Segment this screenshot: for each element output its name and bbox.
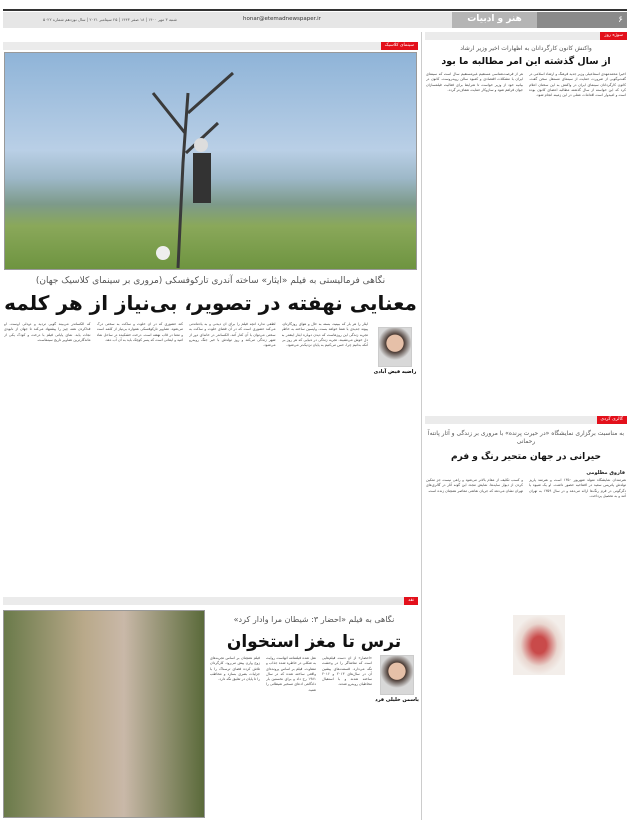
gallery-artwork: [513, 615, 565, 675]
article-column: کند حضوری که در آن خلوت و ساکت به سختی درک می‌شود. تصاویر تارکوفسکی همواره بی‌نیاز از کلمه است و معنا در قاب نهفته است. درخت خشکیده در ساحل نماد امید و ایمانی است که پسر کوچک باید به آن آب دهد.: [96, 322, 183, 342]
news-body: [426, 72, 626, 407]
article-column: اخیرا محمدمهدی اسماعیلی وزیر جدید فرهنگ و ارشاد اسلامی در گفت‌وگویی از ضرورت حمایت از سینمای مستقل سخن گفت. کانون کارگردانان سینمای ایران در واکنش به این سخنان اعلام کرد که این خواسته از سال گذشته مطالبه اعضای کانون بوده است و امیدوار است اقدامات عملی در این زمینه انجام شود.: [529, 72, 626, 98]
article-column: و کسب تکلیف از مقام بالاتر می‌شود و راهی نیست جز تمکین کردن از دیوار سایه‌ها. نمایش مجدد این گونه آثار در گالری‌های تهران نشان می‌دهد که جریان نقاشی معاصر همچنان زنده است.: [426, 478, 523, 493]
critique-author-box: [375, 655, 419, 703]
article-column: که الکساندر می‌بیند گویی تردید و دودلی اوست. او فداکردن همه چیز را پیشنهاد می‌کند تا جهان از نابودی نجات یابد. نمای پایانی فیلم با درخت و کودک یکی از ماندگارترین تصاویر تاریخ سینماست.: [4, 322, 91, 342]
cinema-headline: معنایی نهفته در تصویر، بی‌نیاز از هر کلمه: [4, 291, 417, 315]
cinema-tag: سینمای کلاسیک: [381, 42, 418, 50]
dateline: شنبه ۳ مهر ۱۴۰۰ | ۱۸ صفر ۱۴۴۳ | ۲۵ سپتامبر ۲۰۲۱ | سال نوزدهم شماره ۵۰۲۲: [43, 17, 177, 22]
tree-figure-illustration: [3, 53, 416, 271]
gallery-tag: گالری گردی: [597, 416, 627, 424]
critique-label-bar: [3, 597, 418, 605]
gallery-author: فاروق مظلومی: [586, 470, 625, 476]
article-column: لطفی ندارد آنچه فیلم را برای آن دیدنی و به یادماندنی می‌کند حضوری است که در آن فضای خلوت و ساکت به سختی می‌توان با آن کنار آمد. الکساندر در خانه‌ای دور از شهر زندگی می‌کند و روز تولدش با خبر جنگ روبه‌رو می‌شود.: [189, 322, 276, 348]
cinema-author-box: [372, 327, 418, 375]
author-name: یاسمن خلیلی فرد: [375, 697, 419, 703]
critique-body: [210, 656, 372, 816]
article-column: فیلم همچنان بر اساس تجربه‌های زوج وارن پیش می‌رود. کارگردان تلاش کرده فضای ترسناک را با جزئیات بصری بسازد و مخاطب را تا پایان در تعلیق نگه دارد.: [210, 656, 260, 682]
gallery-kicker: به مناسبت برگزاری نمایشگاه «در حیرت پرنده» با مروری بر زندگی و آثار پانته‌آ رحمانی: [427, 430, 625, 445]
column-divider: [421, 32, 422, 820]
article-column: «احضار» از آن دست فیلم‌هایی است که تماشاگر را در وحشت نگه می‌دارد. قسمت‌های پیشین آن در سال‌های ۲۰۱۳ و ۲۰۱۶ ساخته شدند و با استقبال مخاطبان روبه‌رو شدند.: [322, 656, 372, 687]
page-header: [3, 12, 627, 28]
news-label-bar: [425, 32, 627, 40]
article-column: ایثار را هر بار که ببینید، بسته به حال و هوای روزگارتان، پیوند جدیدی با شما خواهد بست. واپسین ساخته به خاطر تجربه زندگی این روزهاست که دیدن دوباره ایثار اینقدر به دل خوش می‌نشیند. تجربه زندگی در دنیایی که هر روز بی آنکه بدانیم چرا، حس می‌کنیم به پایان نزدیک‌تر می‌شود.: [281, 322, 368, 348]
critique-photo: [3, 610, 205, 818]
news-kicker: واکنش کانون کارگردانان به اظهارات اخیر وزیر ارشاد: [460, 45, 592, 52]
cinema-photo: [4, 52, 417, 270]
article-column: نقل شده فیلمنامه آنهاست روایت به شکلی در خاطره شده جذاب و متفاوت. فیلم بر اساس پرونده‌ای واقعی ساخته شده که در سال ۱۹۸۱ رخ داد و برای نخستین بار دادگاهی ادعای تسخیر شیطانی را شنید.: [266, 656, 316, 692]
author-photo: [380, 655, 414, 695]
cinema-body: [4, 322, 368, 590]
gallery-label-bar: [425, 416, 627, 424]
cinema-label-bar: [3, 42, 418, 50]
cinema-kicker: نگاهی فرمالیستی به فیلم «ایثار» ساخته آندری تارکوفسکی (مروری بر سینمای کلاسیک جهان): [35, 276, 386, 286]
page-number: ۶: [537, 12, 627, 28]
news-tag: سوژه روز: [600, 32, 627, 40]
gallery-headline: حیرانی در جهان متحیر رنگ و فرم: [451, 452, 601, 462]
top-rule: [3, 9, 627, 11]
author-photo: [378, 327, 412, 367]
article-column: هنرمندان نمایشگاه متولد شهریور ۱۳۵۰ است و هنرمند پاریز تولدش پاتریس سعید در افتتاحیه حضور داشت. او یک شیوه یا دگرگونی در فرم رنگ‌ها ارائه می‌دهد و در سال ۱۳۵۹ به تهران آمد و به تحصیل پرداخت.: [529, 478, 626, 498]
author-name: راضیه فیض آبادی: [373, 369, 417, 375]
critique-headline: ترس تا مغز استخوان: [226, 632, 402, 652]
news-headline: از سال گذشته این امر مطالبه ما بود: [441, 56, 611, 67]
critique-kicker: نگاهی به فیلم «احضار ۳: شیطان مرا وادار کرد»: [233, 615, 395, 624]
section-title: هنر و ادبیات: [452, 12, 537, 28]
section-email[interactable]: honar@etemadnewspaper.ir: [243, 16, 321, 22]
critique-tag: نقد: [404, 597, 418, 605]
article-column: هر از فرصت‌شناسی مستقیم غیرمستقیم سال است که سینمای ایران با مشکلات اقتصادی و کمبود سالن روبه‌روست. کانون در بیانیه خود از وزیر خواست تا شرایط برای فعالیت فیلمسازان جوان فراهم شود و سازوکار حمایت شفاف‌تر گردد.: [426, 72, 523, 92]
